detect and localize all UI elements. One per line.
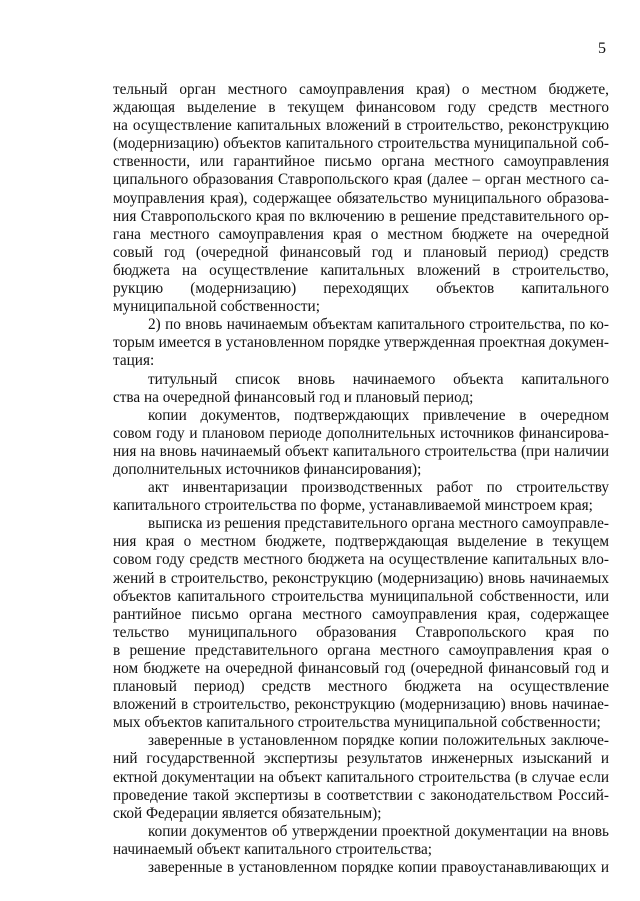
text-line-25: выписка из решения представительного органа местного самоуправле- [148,515,609,533]
text-line-29: объектов капитального строительства муниципальной собственности, или [113,587,609,605]
text-line-31: тельство муниципального образования Ставропольского края по [113,623,609,641]
text-line-19: копии документов, подтверждающих привлечение в очередном [148,406,609,424]
text-line-16: тация: [113,352,155,370]
text-line-24: капитального строительства по форме, устанавливаемой минстроем края; [113,497,593,515]
text-line-8: ния Ставропольского края по включению в решение представительного ор- [113,207,609,225]
text-line-7: моуправления края), содержащее обязательство муниципального образова- [113,189,609,207]
text-line-35: вложений в строительство, реконструкцию (модернизацию) вновь начинае- [113,696,609,714]
text-line-11: бюджета на осуществление капитальных вложений в строительство, [113,261,609,279]
text-line-10: совый год (очередной финансовый год и плановый период) средств [113,243,609,261]
text-line-41: ской Федерации является обязательным); [113,804,382,822]
text-line-36: мых объектов капитального строительства муниципальной собственности; [113,714,601,732]
text-line-4: (модернизацию) объектов капитального строительства муниципальной соб- [113,135,609,153]
text-line-21: ния на вновь начинаемый объект капитального строительства (при наличии [113,442,609,460]
text-line-27: совом году средств местного бюджета на осуществление капитальных вло- [113,551,609,569]
text-line-14: 2) по вновь начинаемым объектам капитального строительства, по ко- [148,316,609,334]
text-line-9: гана местного самоуправления края о местном бюджете на очередной [113,225,609,243]
text-line-32: в решение представительного органа местного самоуправления края о [113,641,609,659]
text-line-2: ждающая выделение в текущем финансовом году средств местного [113,99,609,117]
text-line-33: ном бюджете на очередной финансовый год (очередной финансовый год и [113,660,609,677]
text-line-37: заверенные в установленном порядке копии положительных заключе- [148,732,609,750]
page-number: 5 [598,40,606,57]
text-line-18: ства на очередной финансовый год и плановый период; [113,388,474,406]
text-line-22: дополнительных источников финансирования); [113,460,422,478]
text-line-43: начинаемый объект капитального строительства; [113,840,433,858]
text-line-40: проведение такой экспертизы в соответствии с законодательством Россий- [113,786,609,804]
text-line-6: ципального образования Ставропольского края (далее – орган местного са- [113,171,609,189]
text-line-28: жений в строительство, реконструкцию (модернизацию) вновь начинаемых [113,569,609,587]
text-line-34: плановый период) средств местного бюджета на осуществление [113,678,609,696]
text-line-30: рантийное письмо органа местного самоуправления края, содержащее [113,605,609,623]
text-line-17: титульный список вновь начинаемого объекта капитального [148,370,609,388]
text-line-39: ектной документации на объект капитального строительства (в случае если [113,768,609,786]
text-line-15: торым имеется в установленном порядке утвержденная проектная докумен- [113,334,609,352]
text-line-38: ний государственной экспертизы результатов инженерных изысканий и [113,750,609,768]
text-line-23: акт инвентаризации производственных работ по строительству [148,479,609,497]
text-line-13: муниципальной собственности; [113,298,320,316]
text-line-26: ния края о местном бюджете, подтверждающая выделение в текущем [113,533,609,551]
text-line-12: рукцию (модернизацию) переходящих объектов капитального [113,280,609,298]
text-line-42: копии документов об утверждении проектной документации на вновь [148,822,609,840]
text-line-3: на осуществление капитальных вложений в строительство, реконструкцию [113,117,609,135]
text-line-44: заверенные в установленном порядке копии правоустанавливающих и [148,859,609,877]
text-line-5: ственности, или гарантийное письмо органа местного самоуправления [113,153,609,171]
text-line-1: тельный орган местного самоуправления края) о местном бюджете, [113,81,609,98]
document-body [113,81,609,877]
text-line-20: совом году и плановом периоде дополнительных источников финансирова- [113,424,609,442]
